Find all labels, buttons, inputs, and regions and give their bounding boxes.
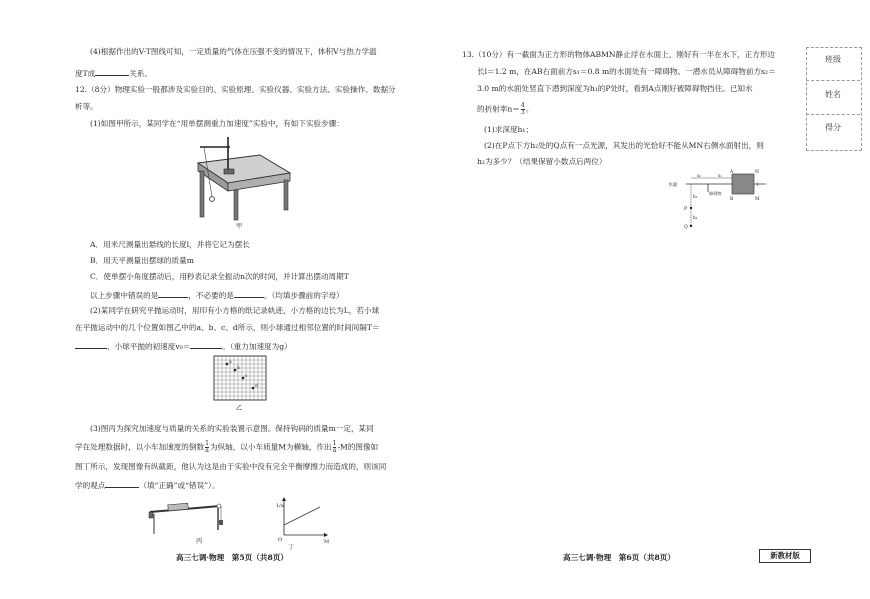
text-line: 在平抛运动中的几个位置如图乙中的a、b、c、d所示，则小球通过相邻位置的时间间隔T＝	[75, 323, 380, 332]
point-label-d: d	[255, 384, 258, 389]
text-line: 析等。	[75, 102, 98, 111]
fraction	[521, 103, 525, 116]
text-part: ，小球平抛的初速度v₀＝	[107, 342, 191, 351]
graph-origin: O	[278, 537, 283, 543]
text-part: 关系。	[129, 69, 153, 78]
text-part: 学的观点	[75, 481, 106, 490]
answer-blank	[190, 340, 222, 349]
text-part: 。（重力加速度为g）	[222, 342, 292, 351]
graph-y-label: 1/a	[276, 503, 284, 509]
answer-blank	[95, 67, 129, 76]
pendulum-figure	[190, 135, 300, 225]
figure-caption-yi: 乙	[236, 405, 243, 412]
text-part: 。（均填步骤前的字母）	[263, 291, 344, 300]
text-line	[75, 479, 219, 491]
label-N: N	[755, 170, 759, 175]
name-label: 姓名	[825, 90, 841, 99]
text-part: ，不必要的是	[188, 291, 234, 300]
figure-caption-bing: 丙	[196, 538, 203, 545]
text-part: 以上步骤中错误的是	[90, 291, 159, 300]
text-line: (1)如图甲所示，某同学在“用单摆测重力加速度”实验中，有如下实验步骤：	[90, 119, 344, 128]
text-line: (2)某同学在研究平抛运动时，用印有小方格的纸记录轨迹，小方格的边长为L，若小球	[90, 306, 380, 315]
figure-caption-jia: 甲	[236, 223, 243, 230]
label-s2: s₂	[697, 173, 701, 178]
label-obstacle: 障碍物	[709, 191, 722, 196]
diver-diagram	[668, 170, 778, 232]
text-part: 的折射率n＝	[477, 104, 520, 114]
class-label: 班级	[825, 55, 841, 64]
label-h1: h₁	[693, 194, 698, 199]
fraction-den: 3	[520, 109, 525, 116]
text-part: 度T成	[75, 69, 96, 78]
graph-x-label: M	[324, 539, 330, 545]
text-line	[90, 289, 344, 301]
edition-badge: 新教材版	[759, 549, 811, 563]
label-P: P	[684, 207, 688, 212]
label-B: B	[730, 197, 734, 202]
fraction	[205, 441, 209, 454]
figure-caption-ding: 丁	[288, 544, 295, 551]
text-line: h₂为多少？（结果保留小数点后两位）	[477, 157, 607, 166]
sub-question-1: (1)求深度h₁；	[484, 125, 534, 134]
fraction-num: 1	[205, 440, 209, 447]
fraction	[333, 441, 337, 454]
option-b: B．用天平测量出摆球的质量m	[90, 256, 194, 265]
option-a: A．用米尺测量出悬线的长度l，并将它记为摆长	[90, 240, 250, 249]
sub-question-2: (2)在P点下方h₂处的Q点有一点光源，其发出的光恰好不能从MN右侧水面射出，则	[484, 141, 764, 150]
fraction-den: a	[332, 447, 337, 454]
score-label: 得分	[825, 123, 841, 132]
fraction-den: a	[205, 447, 209, 454]
answer-blank	[158, 289, 188, 298]
page-footer-left: 高三七调·物理 第5页（共8页）	[176, 553, 288, 562]
page-footer-right: 高三七调·物理 第6页（共8页）	[563, 553, 675, 562]
trajectory-grid	[214, 356, 266, 400]
point-label-b: b	[237, 366, 240, 371]
text-part: 学在处理数据时，以小车加速度的倒数	[75, 442, 205, 452]
label-h2: h₂	[693, 215, 698, 220]
text-part: （填“正确”或“错误”）。	[139, 481, 220, 490]
answer-blank	[234, 289, 264, 298]
text-part: 为纵轴，以小车质量M为横轴，作出	[209, 442, 332, 452]
text-line: 3.0 m的水面处竖直下潜到深度为h₁的P处时，看到A点刚好被障碍物挡住。已知水	[477, 84, 753, 93]
answer-blank	[105, 479, 139, 488]
divider	[806, 80, 860, 81]
label-l: l	[757, 182, 759, 187]
inverse-acceleration-graph	[276, 497, 330, 545]
text-line: 长l＝1.2 m，在AB右面前方s₁＝0.8 m的水面处有一障碍物。一潜水员从障碍物前方s₂＝	[477, 67, 776, 76]
label-A: A	[730, 170, 734, 175]
option-c: C．使单摆小角度摆动后，用秒表记录全振动n次的时间，并计算出摆动周期T	[90, 272, 349, 281]
answer-blank	[75, 340, 107, 349]
fraction-num: 4	[520, 102, 525, 109]
point-label-c: c	[245, 374, 248, 379]
label-water: 水面	[668, 183, 678, 188]
text-line	[75, 340, 292, 352]
text-line: (4)根据作出的V-T图线可知，一定质量的气体在压强不变的情况下，体积V与热力学温	[90, 47, 377, 56]
label-s1: s₁	[718, 173, 722, 178]
text-line	[477, 103, 533, 116]
question-12-header: 12.（8分）物理实验一般都涉及实验目的、实验原理、实验仪器、实验方法、实验操作、数据分	[75, 85, 396, 94]
divider	[806, 114, 860, 115]
text-line: (3)图丙为探究加速度与质量的关系的实验装置示意图。保持钩码的质量m一定，某同	[90, 424, 374, 433]
question-13-header: 13.（10分）有一截面为正方形的物体ABMN静止浮在水面上，刚好有一半在水下，正方形边	[462, 50, 776, 59]
text-line	[75, 441, 378, 454]
text-part: -M的图像如	[337, 442, 379, 452]
cart-apparatus-figure	[146, 500, 226, 536]
label-Q: Q	[684, 225, 688, 230]
text-part: 。	[525, 104, 534, 114]
label-M: M	[755, 197, 760, 202]
point-label-a: a	[229, 360, 232, 365]
fraction-num: 1	[332, 440, 337, 447]
text-line: 图丁所示，发现图像有纵截距，他认为这是由于实验中没有完全平衡摩擦力而造成的，则该同	[75, 462, 387, 471]
text-line	[75, 67, 152, 79]
